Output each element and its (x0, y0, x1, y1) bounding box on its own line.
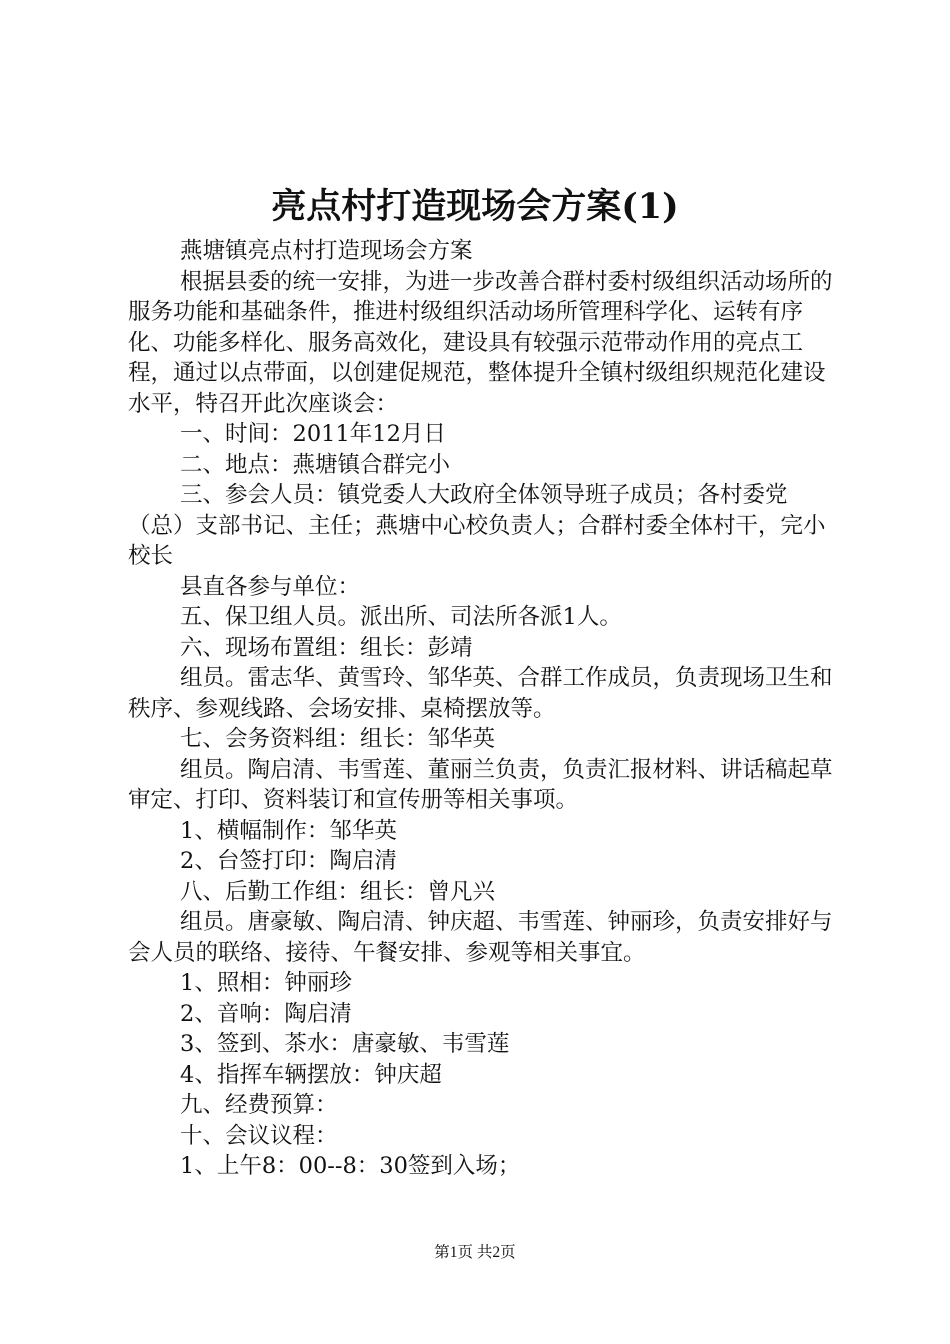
paragraph-site-members: 组员。雷志华、黄雪玲、邹华英、合群工作成员，负责现场卫生和秩序、参观线路、会场安排、桌椅摆放等。 (128, 665, 833, 722)
paragraph-audio: 2、音响：陶启清 (180, 1000, 352, 1027)
paragraph-logistics-members: 组员。唐豪敏、陶启清、钟庆超、韦雪莲、钟丽珍，负责安排好与会人员的联络、接待、午餐安排、参观等相关事宜。 (128, 909, 833, 966)
paragraph-materials-members: 组员。陶启清、韦雪莲、董丽兰负责，负责汇报材料、讲话稿起草审定、打印、资料装订和宣传册等相关事项。 (128, 756, 833, 813)
paragraph-signin: 3、签到、茶水：唐豪敏、韦雪莲 (180, 1031, 510, 1057)
paragraph-agenda-item-1: 1、上午8：00--8：30签到入场； (180, 1153, 521, 1179)
paragraph-time: 一、时间：2011年12月日 (180, 421, 446, 447)
paragraph-banner: 1、横幅制作：邹华英 (180, 817, 397, 844)
document-body (128, 236, 833, 1182)
paragraph-intro: 根据县委的统一安排，为进一步改善合群村委村级组织活动场所的服务功能和基础条件，推进村级组织活动场所管理科学化、运转有序化、功能多样化、服务高效化，建设具有较强示范带动作用的亮点工程，通过以点带面，以创建促规范，整体提升全镇村级组织规范化建设水平，特召开此次座谈会： (128, 268, 833, 417)
paragraph-agenda: 十、会议议程： (180, 1122, 338, 1149)
paragraph-logistics-group: 八、后勤工作组：组长：曾凡兴 (180, 878, 496, 905)
paragraph-parking: 4、指挥车辆摆放：钟庆超 (180, 1061, 442, 1088)
paragraph-budget: 九、经费预算： (180, 1092, 338, 1118)
paragraph-site-group: 六、现场布置组：组长：彭靖 (180, 634, 473, 661)
paragraph-subtitle: 燕塘镇亮点村打造现场会方案 (180, 238, 473, 264)
paragraph-attendees: 三、参会人员：镇党委人大政府全体领导班子成员；各村委党（总）支部书记、主任；燕塘中心校负责人；合群村委全体村干，完小校长 (128, 482, 826, 569)
paragraph-location: 二、地点：燕塘镇合群完小 (180, 451, 451, 478)
paragraph-materials-group: 七、会务资料组：组长：邹华英 (180, 726, 496, 752)
paragraph-county-units: 县直各参与单位： (180, 573, 361, 600)
page-footer: 第1页 共2页 (434, 1244, 516, 1261)
paragraph-photo: 1、照相：钟丽珍 (180, 970, 352, 996)
paragraph-nameplate: 2、台签打印：陶启清 (180, 848, 397, 874)
paragraph-security-group: 五、保卫组人员。派出所、司法所各派1人。 (180, 604, 622, 630)
document-title: 亮点村打造现场会方案(1) (271, 186, 679, 227)
